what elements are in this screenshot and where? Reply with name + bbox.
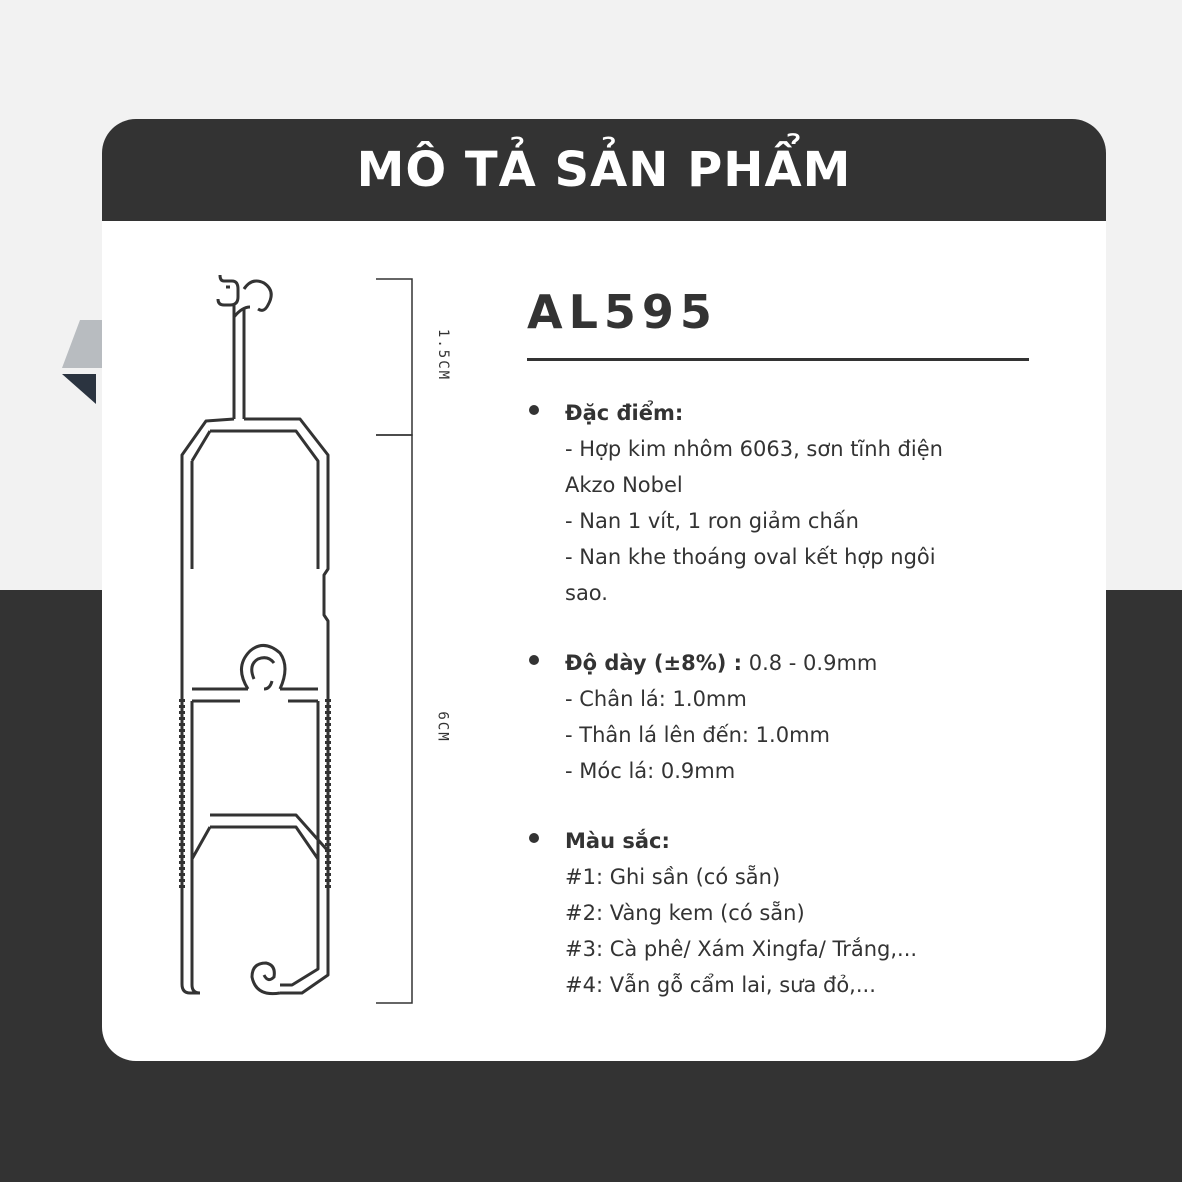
product-card — [102, 119, 1106, 1061]
features-line: - Nan 1 vít, 1 ron giảm chấn — [565, 509, 859, 533]
thickness-heading: Độ dày (±8%) : — [565, 651, 743, 675]
thickness-heading-row — [565, 645, 1047, 681]
bullet-icon — [529, 655, 539, 665]
thickness-value: 0.8 - 0.9mm — [742, 651, 878, 675]
dimension-label-top: 1.5CM — [435, 328, 452, 382]
product-info — [527, 395, 1047, 1003]
features-section — [527, 395, 1047, 611]
colors-heading: Màu sắc: — [565, 829, 670, 853]
card-header — [102, 119, 1106, 221]
profile-cross-section-drawing — [172, 269, 362, 1019]
color-option: #4: Vẫn gỗ cẩm lai, sưa đỏ,... — [565, 973, 876, 997]
divider — [527, 358, 1029, 361]
thickness-line: - Chân lá: 1.0mm — [565, 687, 747, 711]
color-option: #2: Vàng kem (có sẵn) — [565, 901, 805, 925]
thickness-section — [527, 645, 1047, 789]
thickness-line: - Thân lá lên đến: 1.0mm — [565, 723, 830, 747]
features-line: - Nan khe thoáng oval kết hợp ngôi — [565, 545, 936, 569]
product-code: AL595 — [527, 285, 718, 339]
features-line: - Hợp kim nhôm 6063, sơn tĩnh điện — [565, 437, 943, 461]
dimension-lines — [374, 277, 454, 1007]
features-line: sao. — [565, 581, 608, 605]
bullet-icon — [529, 405, 539, 415]
features-heading: Đặc điểm: — [565, 401, 684, 425]
dimension-label-body: 6CM — [434, 711, 451, 743]
color-option: #3: Cà phê/ Xám Xingfa/ Trắng,... — [565, 937, 918, 961]
page-title: MÔ TẢ SẢN PHẨM — [356, 142, 852, 198]
color-option: #1: Ghi sần (có sẵn) — [565, 865, 781, 889]
bullet-icon — [529, 833, 539, 843]
thickness-line: - Móc lá: 0.9mm — [565, 759, 736, 783]
features-line: Akzo Nobel — [565, 473, 683, 497]
colors-section — [527, 823, 1047, 1003]
